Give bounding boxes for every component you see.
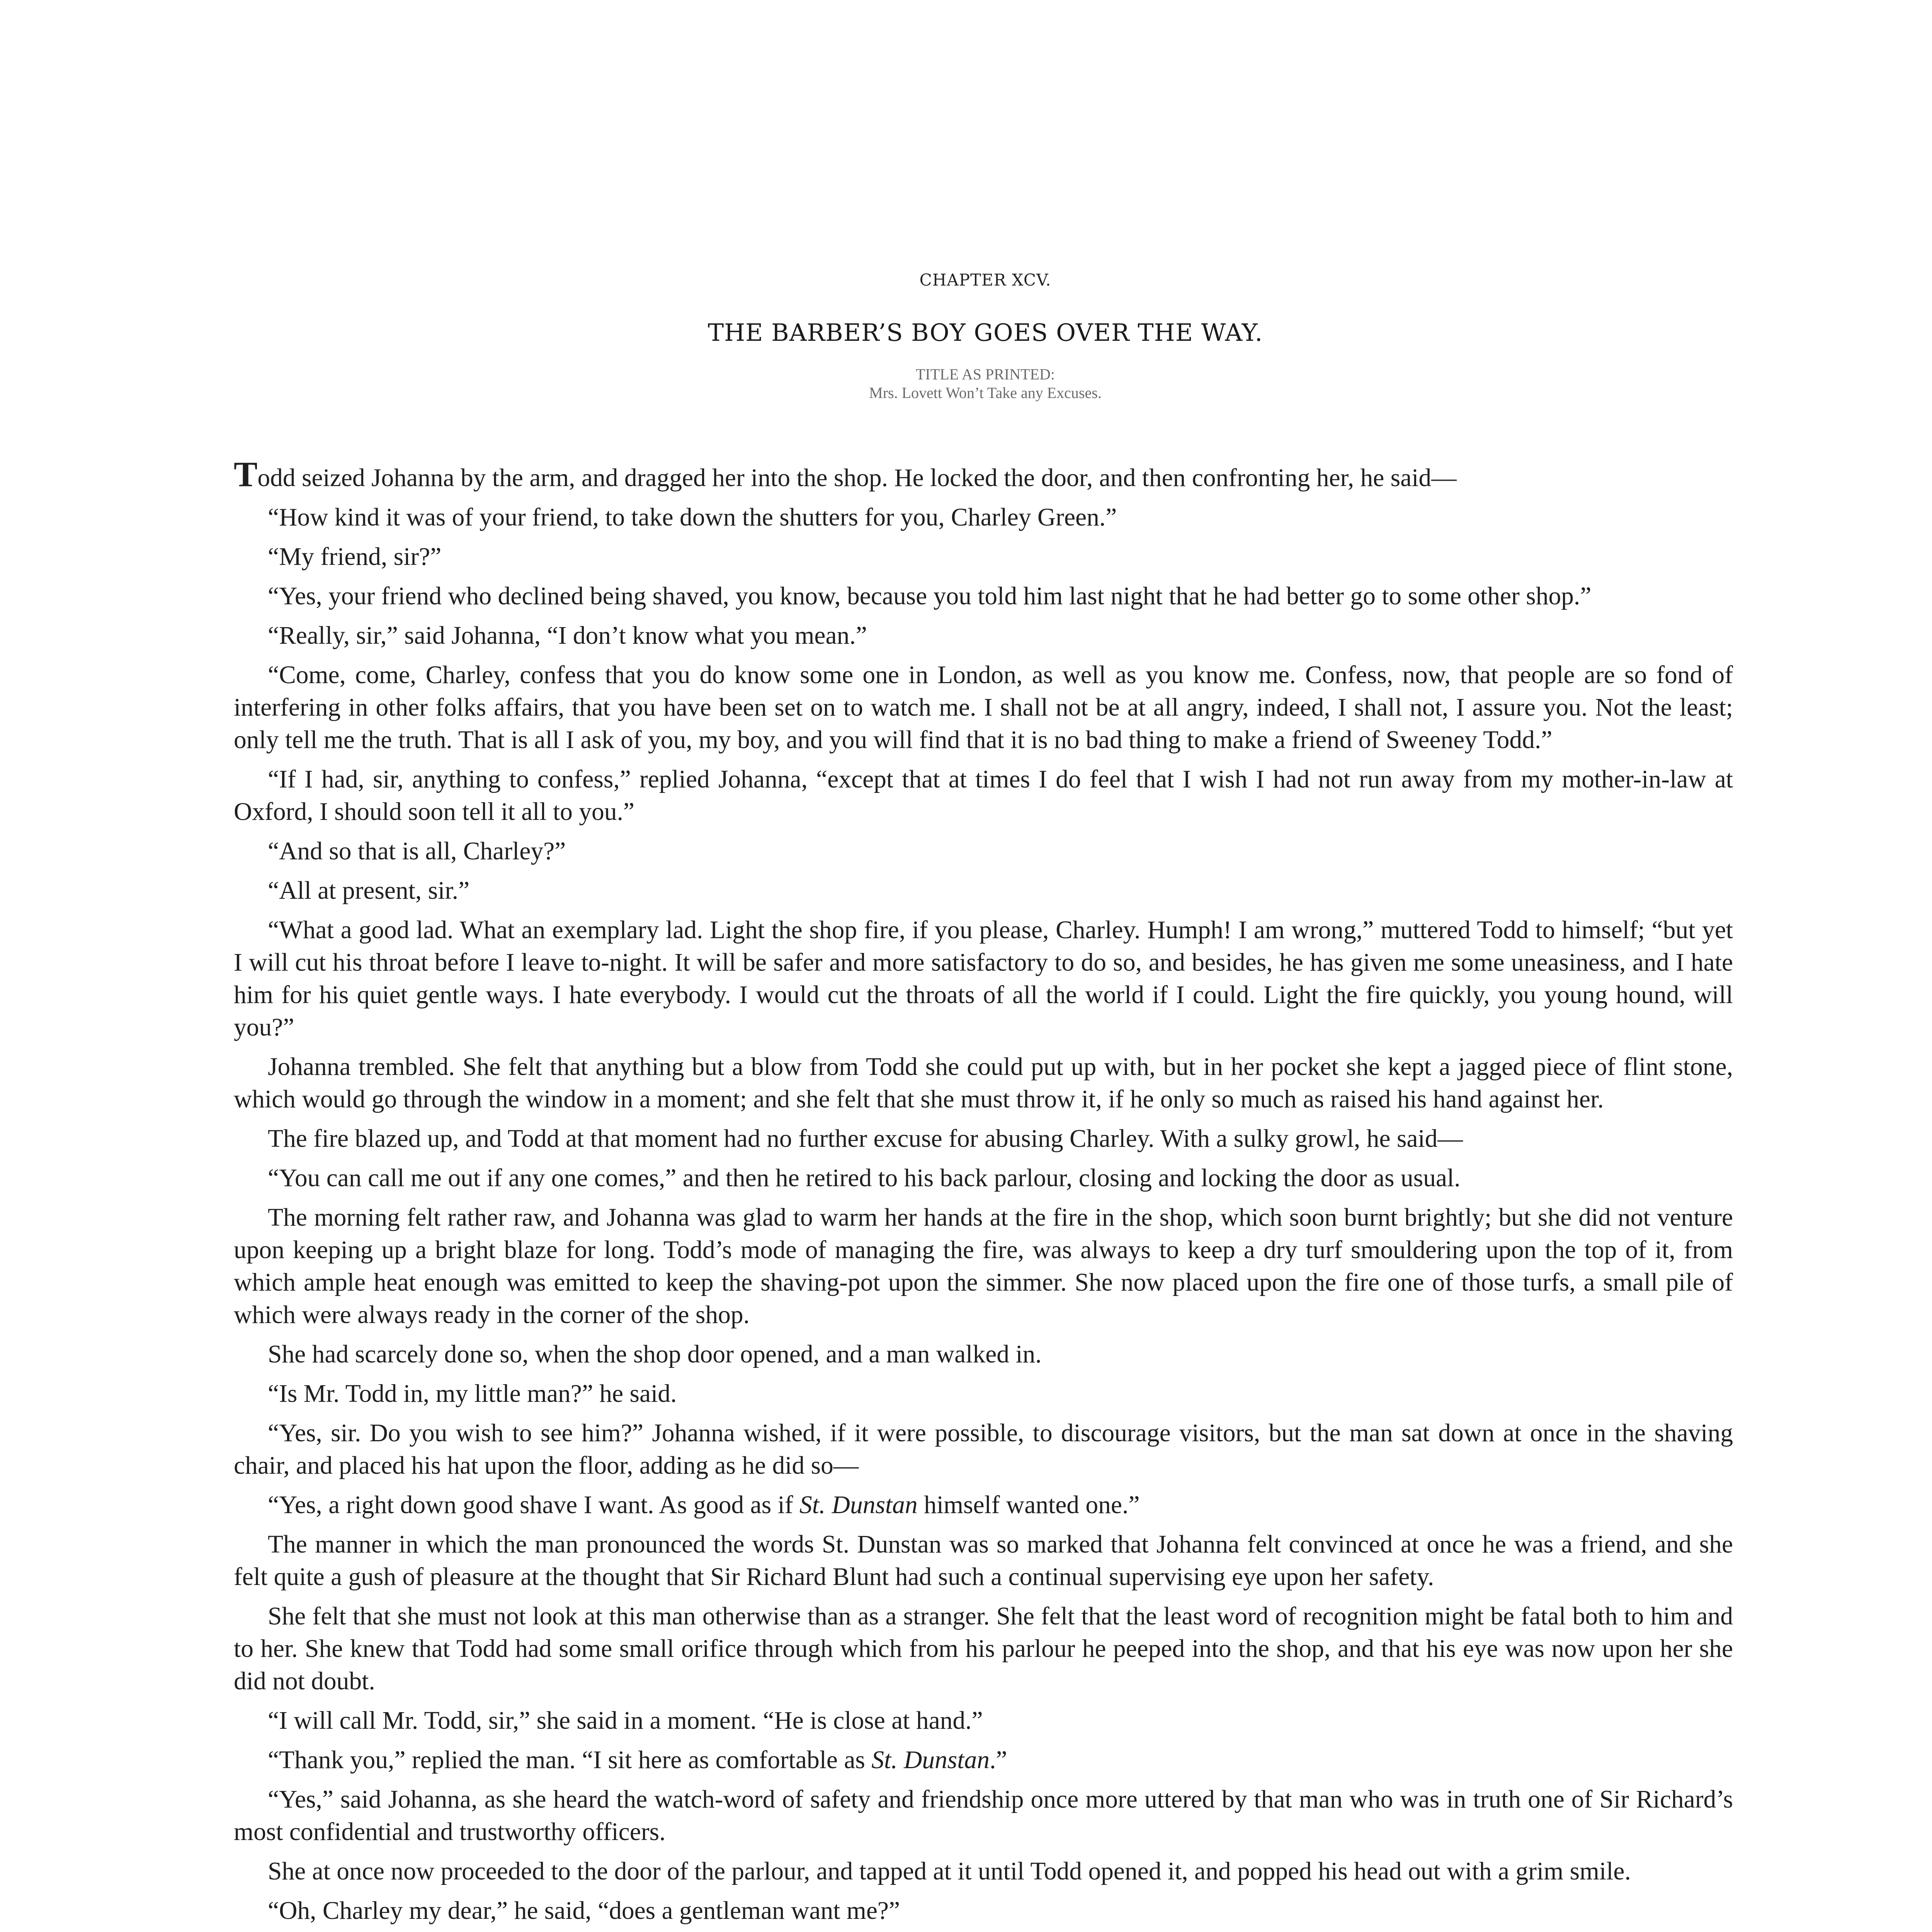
- paragraph-13: “You can call me out if any one comes,” and then he retired to his back parlour, closing and locking the door as usual.: [268, 1164, 1461, 1192]
- paragraph-7: “If I had, sir, anything to confess,” replied Johanna, “except that at times I do feel that I wish I had not run away from my mother-in-law at Oxford, I should soon tell it all to you.”: [234, 765, 1733, 826]
- paragraph-2: “How kind it was of your friend, to take down the shutters for you, Charley Green.”: [268, 503, 1117, 531]
- paragraph-12: The fire blazed up, and Todd at that moment had no further excuse for abusing Charley. With a sulky growl, he said—: [268, 1125, 1463, 1153]
- paragraph-text: “Thank you,” replied the man. “I sit here as comfortable as: [268, 1746, 872, 1774]
- drop-initial: T: [234, 454, 258, 494]
- paragraph-text: himself wanted one.”: [917, 1491, 1140, 1519]
- paragraph-4: “Yes, your friend who declined being shaved, you know, because you told him last night that he had better go to some other shop.”: [268, 582, 1592, 610]
- paragraph-25: “Oh, Charley my dear,” he said, “does a gentleman want me?”: [268, 1897, 900, 1925]
- paragraph-22: [234, 1744, 1733, 1776]
- paragraph-text: odd seized Johanna by the arm, and dragged her into the shop. He locked the door, and then confronting her, he said—: [257, 464, 1457, 492]
- paragraph-10: “What a good lad. What an exemplary lad. Light the shop fire, if you please, Charley. Humph! I am wrong,” muttered Todd to himself; “but yet I will cut his throat before I leave to-night. It will be safer and more satisfactory to do so, and besides, he has given me some uneasiness, and I hate him for his quiet gentle ways. I hate everybody. I would cut the throats of all the world if I could. Light the fire quickly, you young hound, will you?”: [234, 916, 1733, 1041]
- paragraph-11: Johanna trembled. She felt that anything but a blow from Todd she could put up with, but in her pocket she kept a jagged piece of flint stone, which would go through the window in a moment; and she felt that she must throw it, if he only so much as raised his hand against her.: [234, 1053, 1733, 1113]
- chapter-header: [0, 270, 1932, 402]
- paragraph-text: .”: [989, 1746, 1007, 1774]
- paragraph-24: She at once now proceeded to the door of the parlour, and tapped at it until Todd opened it, and popped his head out with a grim smile.: [268, 1857, 1631, 1885]
- paragraph-21: “I will call Mr. Todd, sir,” she said in a moment. “He is close at hand.”: [268, 1707, 983, 1735]
- printed-title-label: TITLE AS PRINTED:: [916, 366, 1055, 383]
- paragraph-18: [234, 1489, 1733, 1521]
- chapter-body: [234, 454, 1733, 1932]
- paragraph-3: “My friend, sir?”: [268, 543, 442, 571]
- paragraph-20: She felt that she must not look at this man otherwise than as a stranger. She felt that the least word of recognition might be fatal both to him and to her. She knew that Todd had some small orifice through which from his parlour he peeped into the shop, and that his eye was now upon her she did not doubt.: [234, 1602, 1733, 1695]
- paragraph-text: “Yes, a right down good shave I want. As good as if: [268, 1491, 799, 1519]
- italic-name: St. Dunstan: [871, 1746, 990, 1774]
- paragraph-5: “Really, sir,” said Johanna, “I don’t know what you mean.”: [268, 622, 867, 650]
- paragraph-1: [234, 454, 1733, 494]
- paragraph-6: “Come, come, Charley, confess that you do know some one in London, as well as you know me. Confess, now, that people are so fond of interfering in other folks affairs, that you have been set on to watch me. I shall not be at all angry, indeed, I shall not, I assure you. Not the least; only tell me the truth. That is all I ask of you, my boy, and you will find that it is no bad thing to make a friend of Sweeney Todd.”: [234, 661, 1733, 754]
- paragraph-14: The morning felt rather raw, and Johanna was glad to warm her hands at the fire in the shop, which soon burnt brightly; but she did not venture upon keeping up a bright blaze for long. Todd’s mode of managing the fire, was always to keep a dry turf smouldering upon the top of it, from which ample heat enough was emitted to keep the shaving-pot upon the simmer. She now placed upon the fire one of those turfs, a small pile of which were always ready in the corner of the shop.: [234, 1204, 1733, 1329]
- paragraph-17: “Yes, sir. Do you wish to see him?” Johanna wished, if it were possible, to discourage visitors, but the man sat down at once in the shaving chair, and placed his hat upon the floor, adding as he did so—: [234, 1419, 1733, 1480]
- paragraph-8: “And so that is all, Charley?”: [268, 837, 566, 865]
- paragraph-23: “Yes,” said Johanna, as she heard the watch-word of safety and friendship once more uttered by that man who was in truth one of Sir Richard’s most confidential and trustworthy officers.: [234, 1786, 1733, 1846]
- italic-name: St. Dunstan: [799, 1491, 918, 1519]
- printed-title-text: Mrs. Lovett Won’t Take any Excuses.: [869, 384, 1102, 401]
- paragraph-16: “Is Mr. Todd in, my little man?” he said.: [268, 1380, 677, 1408]
- chapter-title: THE BARBER’S BOY GOES OVER THE WAY.: [707, 318, 1263, 347]
- paragraph-15: She had scarcely done so, when the shop door opened, and a man walked in.: [268, 1340, 1042, 1368]
- paragraph-19: The manner in which the man pronounced the words St. Dunstan was so marked that Johanna felt convinced at once he was a friend, and she felt quite a gush of pleasure at the thought that Sir Richard Blunt had such a continual supervising eye upon her safety.: [234, 1531, 1733, 1591]
- chapter-number: CHAPTER XCV.: [919, 270, 1051, 289]
- paragraph-9: “All at present, sir.”: [268, 877, 470, 905]
